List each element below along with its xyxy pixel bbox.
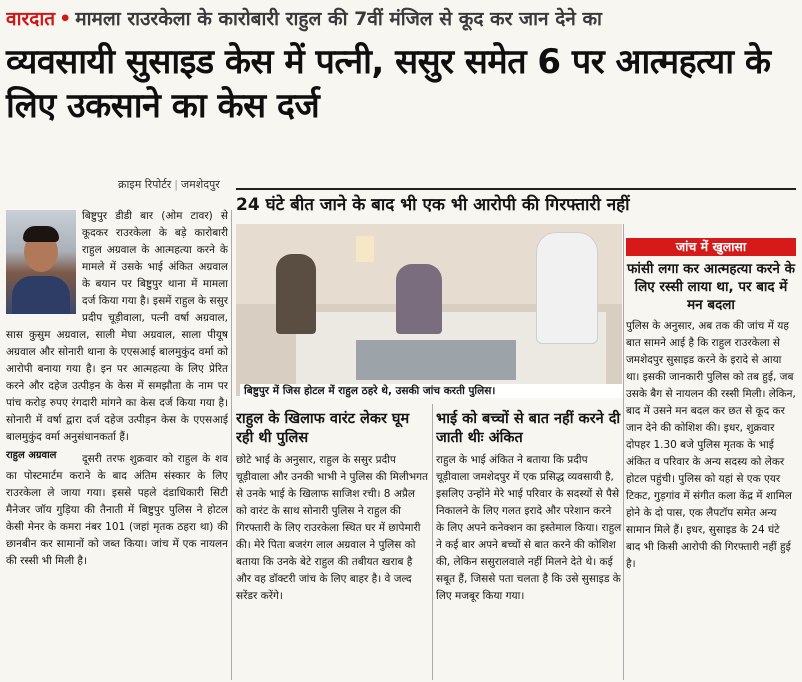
kicker-text: मामला राउरकेला के कारोबारी राहुल की 7वीं मंजिल से कूद कर जान देने का xyxy=(75,8,602,30)
headline: व्यवसायी सुसाइड केस में पत्नी, ससुर समेत 6 पर आत्महत्या के लिए उकसाने का केस दर्ज xyxy=(6,42,771,126)
column-1-paragraph-1: बिष्टुपुर डीडी बार (ओम टावर) से कूदकर राउरकेला के बड़े कारोबारी राहुल अग्रवाल के आत्महत्या करने के मामले में उसके भाई अंकित अग्रवाल के बयान पर बिष्टुपुर थाना में मामला दर्ज किया गया है। इसमें राहुल के ससुर प्रदीप चूड़ीवाला, पत्नी वर्षा अग्रवाल, सास कुसुम अग्रवाल, साली मेघा अग्रवाल, साला पीयूष अग्रवाल और सोनारी थाना के एएसआई बालमुकुंद वर्मा को आरोपी बनाया गया है। इन पर आत्महत्या के लिए प्रेरित करने और दहेज उत्पीड़न के केस में समझौता के नाम पर पांच करोड़ रुपए रंगदारी मांगने का केस दर्ज किया गया है। सोनारी में वर्षा द्वारा दर्ज दहेज उत्पीड़न केस के एएसआई बालमुकुंद वर्मा अनुसंधानकर्ता हैं। xyxy=(6,210,228,443)
byline-separator: | xyxy=(174,178,178,191)
portrait-caption: राहुल अग्रवाल xyxy=(6,450,57,461)
column-3-subhead: भाई को बच्चों से बात नहीं करने दी जाती थीः अंकित xyxy=(436,411,621,446)
photo-person-1 xyxy=(276,254,316,334)
column-divider xyxy=(231,210,232,680)
photo-items xyxy=(356,340,516,380)
column-1 xyxy=(6,208,228,680)
hotel-room-photo xyxy=(236,224,622,396)
photo-person-2 xyxy=(396,264,442,334)
column-3-body: राहुल के भाई अंकित ने बताया कि प्रदीप चूड़ीवाला जमशेदपुर में एक प्रसिद्ध व्यवसायी है, इसलिए उन्होंने मेरे भाई परिवार के सदस्यों से पैसे निकालने के लिए गलत इरादे और परेशान करने के लिए अपने कनेक्शन का इस्तेमाल किया। राहुल ने कई बार अपने बच्चों से बात करने की कोशिश की, लेकिन ससुरालवाले नहीं मिलने देते थे। कई सबूत हैं, जिससे पता चलता है कि उसे सुसाइड के लिए मजबूर किया गया। xyxy=(436,454,622,602)
kicker-tag: वारदात xyxy=(6,8,56,30)
column-4-subhead: फांसी लगा कर आत्महत्या करने के लिए रस्सी लाया था, पर बाद में मन बदला xyxy=(627,261,795,313)
strapline: 24 घंटे बीत जाने के बाद भी एक भी आरोपी की गिरफ्तारी नहीं xyxy=(236,188,796,214)
kicker xyxy=(6,6,798,32)
column-2-body: छोटे भाई के अनुसार, राहुल के ससुर प्रदीप चूड़ीवाला और उनकी भाभी ने पुलिस की मिलीभगत से उनके भाई के खिलाफ साजिश रची। 8 अप्रैल को वारंट के साथ सोनारी पुलिस ने राहुल की गिरफ्तारी के लिए राउरकेला स्थित घर में छापेमारी की। मेरे पिता बजरंग लाल अग्रवाल ने पुलिस को बताया कि उनके बेटे राहुल की तबीयत खराब है और वह डॉक्टरी जांच के लिए बाहर है। वे जल्द सरेंडर करेंगे। xyxy=(236,454,428,602)
byline xyxy=(118,177,220,192)
investigation-tag: जांच में खुलासा xyxy=(626,238,796,256)
column-divider xyxy=(432,404,433,680)
column-2 xyxy=(236,404,428,680)
photo-person-3 xyxy=(536,232,598,344)
column-4 xyxy=(626,238,796,680)
byline-place: जमशेदपुर xyxy=(180,178,220,191)
byline-reporter: क्राइम रिपोर्टर xyxy=(118,178,172,191)
column-3 xyxy=(436,404,622,680)
photo-lamp xyxy=(356,236,374,262)
portrait-photo xyxy=(6,210,76,314)
photo-caption: बिष्टुपुर में जिस होटल में राहुल ठहरे थे, उसकी जांच करती पुलिस। xyxy=(240,384,624,398)
column-2-subhead: राहुल के खिलाफ वारंट लेकर घूम रही थी पुलिस xyxy=(236,411,410,446)
column-divider xyxy=(623,224,624,680)
column-1-paragraph-2: दूसरी तरफ शुक्रवार को राहुल के शव का पोस्टमार्टम कराने के बाद अंतिम संस्कार के लिए राउरकेला ले जाया गया। इससे पहले दंडाधिकारी सिटी मैनेजर जॉय गुड़िया की तैनाती में बिष्टुपुर पुलिस ने होटल केसी मेनर के कमरा नंबर 101 (जहां मृतक ठहरा था) की छानबीन कर सामानों को जब्त किया। जांच में एक नायलन की रस्सी भी मिली है। xyxy=(6,453,228,567)
bullet-dot-icon: • xyxy=(59,8,72,30)
photo-shirt xyxy=(12,276,70,314)
photo-hair xyxy=(23,226,59,242)
column-4-body: पुलिस के अनुसार, अब तक की जांच में यह बात सामने आई है कि राहुल राउरकेला से जमशेदपुर सुसाइड करने के इरादे से आया था। इसकी जानकारी पुलिस को तब हुई, जब उसके बैग से नायलन की रस्सी मिली। लेकिन, बाद में उसने मन बदल कर छत से कूद कर जान देने की कोशिश की। इधर, शुक्रवार दोपहर 1.30 बजे पुलिस मृतक के भाई अंकित व परिवार के अन्य सदस्य को लेकर होटल पहुंची। पुलिस को यहां से एक एयर टिकट, गुड़गांव में संगीत कला केंद्र में शामिल होने के दो पास, एक लैपटॉप समेत अन्य सामान मिले हैं। इधर, सुसाइड के 24 घंटे बाद भी किसी आरोपी की गिरफ्तारी नहीं हुई है। xyxy=(626,320,796,570)
